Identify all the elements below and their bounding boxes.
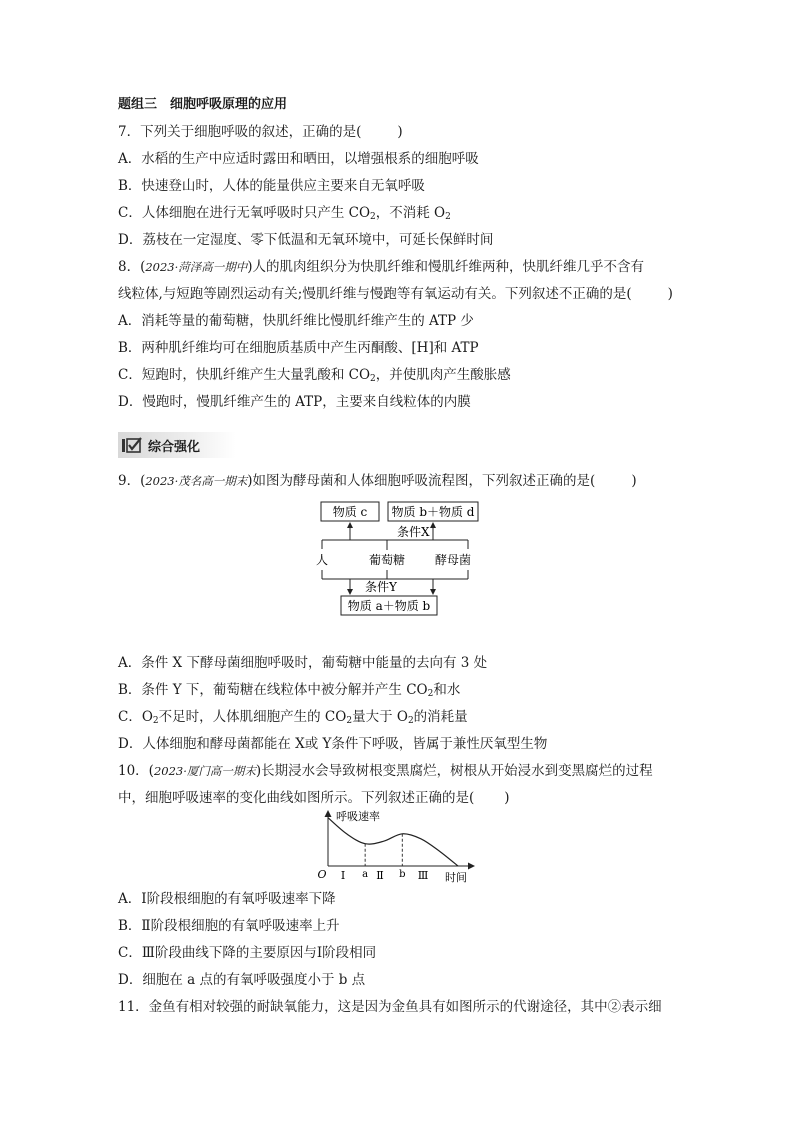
q10-line2-text: 中，细胞呼吸速率的变化曲线如图所示。下列叙述正确的是( [118, 790, 475, 806]
series-line [328, 818, 458, 866]
q7-stem-text: 7．下列关于细胞呼吸的叙述，正确的是( [118, 124, 362, 140]
x-axis-label: 时间 [445, 871, 467, 884]
section-header [118, 432, 236, 458]
q7-c-mid: ，不消耗 O [375, 205, 446, 221]
stage-2-label: Ⅱ [376, 869, 384, 882]
q7-c-sub1: 2 [370, 212, 376, 222]
point-a-label: a [362, 869, 369, 880]
q9-line1-text: )如图为酵母菌和人体细胞呼吸流程图，下列叙述正确的是( [247, 473, 596, 489]
glucose-label: 葡萄糖 [368, 553, 406, 567]
q10-option-c: C．Ⅲ阶段曲线下降的主要原因与Ⅰ阶段相同 [118, 945, 377, 961]
respiration-flow-diagram [310, 500, 490, 618]
q7-c-sub2: 2 [445, 212, 451, 222]
q9-c-mid2: 量大于 O [352, 709, 408, 725]
q10-line1-text: )长期浸水会导致树根变黑腐烂，树根从开始浸水到变黑腐烂的过程 [255, 763, 653, 779]
q8-option-b: B．两种肌纤维均可在细胞质基质中产生丙酮酸、[H]和 ATP [118, 340, 479, 356]
q9-option-a: A．条件 X 下酵母菌细胞呼吸时，葡萄糖中能量的去向有 3 处 [118, 655, 488, 671]
q8-option-c [118, 366, 511, 384]
q8-close: ) [667, 286, 673, 302]
respiration-rate-chart [312, 808, 478, 886]
condition-y-label: 条件Y [365, 580, 397, 594]
q9-b-post: 和水 [433, 682, 461, 698]
question-8-line2 [118, 285, 673, 303]
q9-option-c [118, 708, 468, 726]
q7-close: ) [397, 124, 403, 140]
q8-c-post: ，并使肌肉产生酸胀感 [375, 367, 511, 383]
q7-option-a: A．水稻的生产中应适时露田和晒田，以增强根系的细胞呼吸 [118, 151, 479, 167]
q10-close: ) [504, 790, 510, 806]
q9-c-sub1: 2 [152, 716, 159, 726]
q8-c-sub: 2 [370, 374, 376, 384]
q10-source: 2023·厦门高一期末 [153, 764, 256, 778]
q9-option-d: D．人体细胞和酵母菌都能在 X或 Y条件下呼吸，皆属于兼性厌氧型生物 [118, 736, 548, 752]
q10-option-a: A．Ⅰ阶段根细胞的有氧呼吸速率下降 [118, 891, 336, 907]
group-title: 题组三 细胞呼吸原理的应用 [118, 97, 288, 112]
q8-line2-text: 线粒体,与短跑等剧烈运动有关;慢肌纤维与慢跑等有氧运动有关。下列叙述不正确的是( [118, 286, 632, 302]
section-title: 综合强化 [148, 440, 201, 455]
q7-option-b: B．快速登山时，人体的能量供应主要来自无氧呼吸 [118, 178, 425, 194]
check-board-icon [121, 436, 143, 458]
point-b-label: b [399, 869, 406, 880]
q8-option-a: A．消耗等量的葡萄糖，快肌纤维比慢肌纤维产生的 ATP 少 [118, 313, 474, 329]
q9-c-mid1: 不足时，人体肌细胞产生的 CO [158, 709, 347, 725]
question-10-line2 [118, 789, 510, 807]
question-7-stem [118, 123, 403, 141]
q8-num: 8．( [118, 259, 146, 275]
q9-c-sub3: 2 [407, 716, 414, 726]
box-bd-label: 物质 b＋物质 d [391, 505, 475, 519]
q8-option-d: D．慢跑时，慢肌纤维产生的 ATP，主要来自线粒体的内膜 [118, 394, 471, 410]
q9-source: 2023·茂名高一期末 [145, 474, 248, 488]
stage-3-label: Ⅲ [417, 869, 429, 882]
condition-x-label: 条件X [397, 525, 430, 539]
q8-c-pre: C．短跑时，快肌纤维产生大量乳酸和 CO [118, 367, 371, 383]
q9-num: 9．( [118, 473, 146, 489]
yeast-label: 酵母菌 [434, 553, 472, 567]
stage-1-label: Ⅰ [340, 869, 346, 882]
q9-close: ) [631, 473, 637, 489]
box-c-label: 物质 c [332, 505, 368, 519]
q10-option-b: B．Ⅱ阶段根细胞的有氧呼吸速率上升 [118, 918, 340, 934]
q9-b-pre: B．条件 Y 下，葡萄糖在线粒体中被分解并产生 CO [118, 682, 428, 698]
q7-option-c [118, 204, 451, 222]
box-ab-label: 物质 a＋物质 b [347, 599, 431, 613]
question-10-line1 [118, 762, 653, 780]
q7-c-pre: C．人体细胞在进行无氧呼吸时只产生 CO [118, 205, 371, 221]
question-8-line1 [118, 258, 644, 276]
y-axis-label: 呼吸速率 [336, 810, 380, 823]
q9-option-b [118, 681, 460, 699]
question-11-line1: 11．金鱼有相对较强的耐缺氧能力，这是因为金鱼具有如图所示的代谢途径，其中②表示细 [118, 999, 662, 1015]
q7-option-d: D．荔枝在一定湿度、零下低温和无氧环境中，可延长保鲜时间 [118, 232, 494, 248]
q9-c-sub2: 2 [346, 716, 353, 726]
q8-line1-text: )人的肌肉组织分为快肌纤维和慢肌纤维两种，快肌纤维几乎不含有 [247, 259, 645, 275]
q9-c-pre: C．O [118, 709, 153, 725]
human-label: 人 [315, 553, 329, 567]
q10-option-d: D．细胞在 a 点的有氧呼吸强度小于 b 点 [118, 972, 366, 988]
q10-num: 10．( [118, 763, 154, 779]
q9-b-sub: 2 [427, 689, 434, 699]
question-9-line1 [118, 472, 637, 490]
origin-label: O [317, 868, 327, 881]
q8-source: 2023·菏泽高一期中 [145, 260, 248, 274]
q9-c-post: 的消耗量 [413, 709, 468, 725]
